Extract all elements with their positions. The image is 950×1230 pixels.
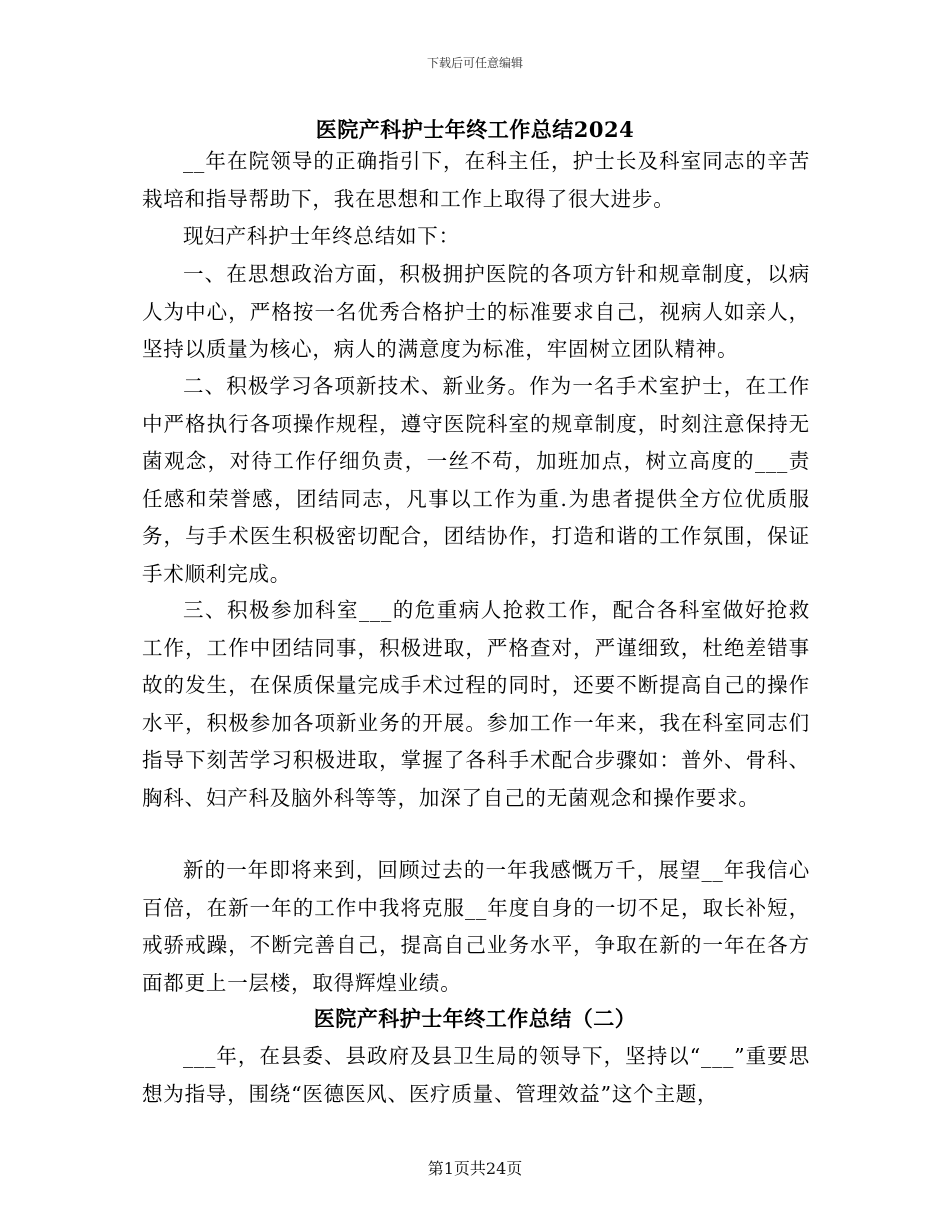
- paragraph-section-1: 一、在思想政治方面，积极拥护医院的各项方针和规章制度，以病人为中心，严格按一名优秀合格护士的标准要求自己，视病人如亲人，坚持以质量为核心，病人的满意度为标准，牢固树立团队精神。: [142, 262, 810, 361]
- paragraph-section-3: 三、积极参加科室___的危重病人抢救工作，配合各科室做好抢救工作，工作中团结同事，积极进取，严格查对，严谨细致，杜绝差错事故的发生，在保质保量完成手术过程的同时，还要不断提高自己的操作水平，积极参加各项新业务的开展。参加工作一年来，我在科室同志们指导下刻苦学习积极进取，掌握了各科手术配合步骤如：普外、骨科、胸科、妇产科及脑外科等等，加深了自己的无菌观念和操作要求。: [142, 598, 810, 810]
- paragraph-intro: __年在院领导的正确指引下，在科主任，护士长及科室同志的辛苦栽培和指导帮助下，我在思想和工作上取得了很大进步。: [142, 149, 810, 211]
- paragraph-section-2: 二、积极学习各项新技术、新业务。作为一名手术室护士，在工作中严格执行各项操作规程，遵守医院科室的规章制度，时刻注意保持无菌观念，对待工作仔细负责，一丝不苟，加班加点，树立高度的___责任感和荣誉感，团结同志，凡事以工作为重.为患者提供全方位优质服务，与手术医生积极密切配合，团结协作，打造和谐的工作氛围，保证手术顺利完成。: [142, 374, 810, 586]
- page-number: 第1页共24页: [427, 1159, 523, 1178]
- header-note: 下载后可任意编辑: [426, 56, 523, 70]
- document-title: 医院产科护士年终工作总结2024: [315, 117, 635, 142]
- paragraph-summary-lead: 现妇产科护士年终总结如下：: [183, 224, 460, 248]
- section-title-2: 医院产科护士年终工作总结（二）: [313, 1006, 637, 1031]
- paragraph-outlook: 新的一年即将来到，回顾过去的一年我感慨万千，展望__年我信心百倍，在新一年的工作中我将克服__年度自身的一切不足，取长补短，戒骄戒躁，不断完善自己，提高自己业务水平，争取在新的一年在各方面都更上一层楼，取得辉煌业绩。: [142, 858, 810, 995]
- paragraph-part-2-intro: ___年，在县委、县政府及县卫生局的领导下，坚持以“___”重要思想为指导，围绕“医德医风、医疗质量、管理效益”这个主题，: [142, 1044, 810, 1106]
